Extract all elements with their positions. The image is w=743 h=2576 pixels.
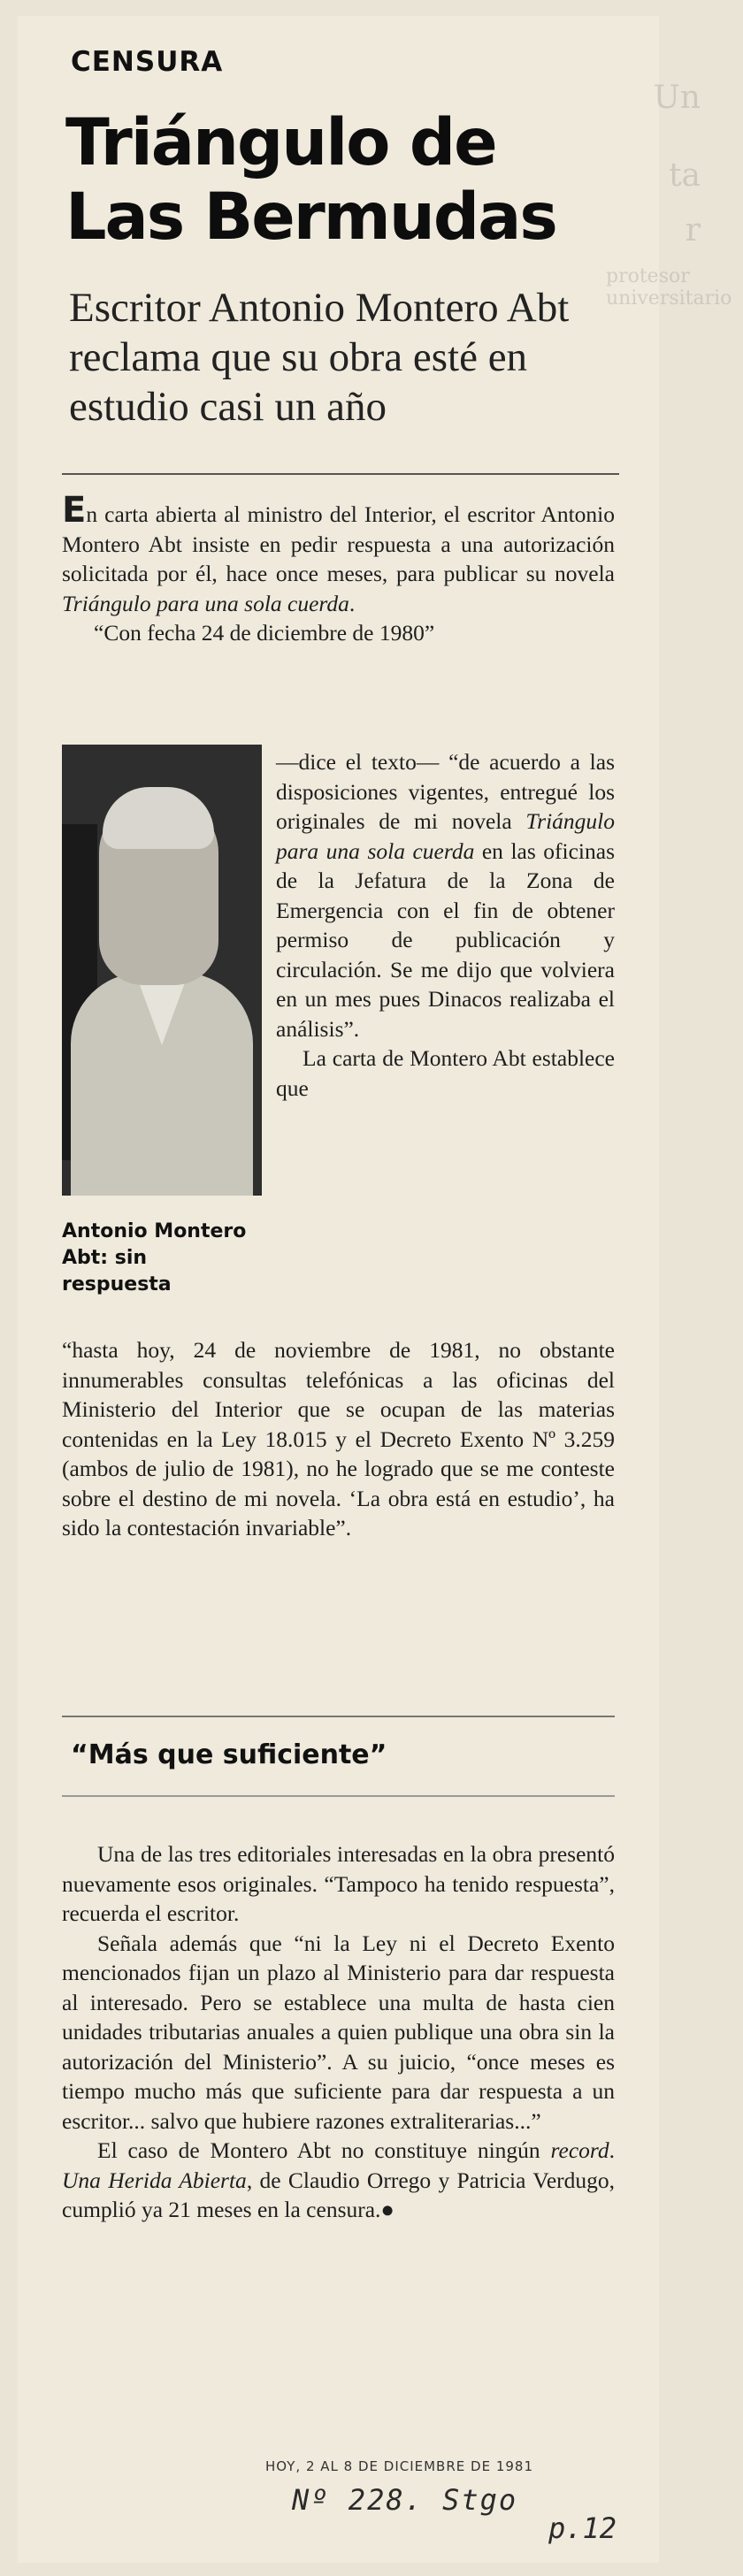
paragraph-text: n carta abierta al ministro del Interior, el escritor Antonio Montero Abt insiste en pedir respuesta a una autorización solicitada por él, hace once meses, para publicar su novela <box>62 501 615 586</box>
headline-line-1: Triángulo de <box>65 105 496 180</box>
bleed-text: r <box>685 212 701 248</box>
article-paragraph-3: “hasta hoy, 24 de noviembre de 1981, no obstante innumerables consultas telefónicas a las oficinas del Ministerio del Interior que se ocupan de las materias contenidas en la Ley 18.015 y el Decreto Exento Nº 3.259 (ambos de julio de 1981), no he logrado que se me conteste sobre el destino de mi novela. ‘La obra está en estudio’, ha sido la contestación invariable”. <box>62 1337 615 1540</box>
paragraph-text: . <box>609 2137 615 2163</box>
book-title: Una Herida Abierta <box>62 2167 247 2193</box>
source-line: HOY, 2 AL 8 DE DICIEMBRE DE 1981 <box>265 2458 533 2474</box>
subheadline: Escritor Antonio Montero Abt reclama que su obra esté en estudio casi un año <box>69 285 570 430</box>
photo-hair <box>103 787 214 849</box>
paragraph-text: . <box>349 590 356 616</box>
divider <box>62 473 619 475</box>
bleed-text: protesor universitario <box>606 265 732 310</box>
bleed-text: Un <box>653 80 701 116</box>
paragraph-text: en las oficinas de la Jefatura de la Zona de Emergencia con el fin de obtener permiso de publicación y circulación. Se me dijo que volviera en un mes pues Dinacos realizaba el análisis”. <box>276 837 615 1042</box>
paragraph-text: La carta de Montero Abt establece que <box>276 1045 615 1101</box>
handwritten-annotation: Nº 228. Stgo <box>292 2483 518 2517</box>
drop-cap: E <box>62 490 87 531</box>
paragraph-text: Una de las tres editoriales interesadas en la obra presentó nuevamente esos originales. “Tampoco ha tenido respuesta”, recuerda el escritor. <box>62 1841 615 1926</box>
article-paragraph-4 <box>62 1839 615 2225</box>
bleed-text: ta <box>669 157 701 194</box>
paragraph-text: “Con fecha 24 de diciembre de 1980” <box>94 620 435 646</box>
photo-caption: Antonio Montero Abt: sin respuesta <box>62 1220 247 1296</box>
adjacent-column-bleed <box>606 0 732 2576</box>
paragraph-text: El caso de Montero Abt no constituye ningún <box>97 2137 551 2163</box>
divider <box>62 1716 615 1717</box>
author-photo <box>62 745 262 1196</box>
headline <box>65 106 596 255</box>
book-title: Triángulo para una sola cuerda <box>276 808 615 864</box>
section-label: CENSURA <box>71 46 224 78</box>
paragraph-text: , de Claudio Orrego y Patricia Verdugo, cumplió ya 21 meses en la censura. <box>62 2167 616 2222</box>
subhead: “Más que suficiente” <box>71 1739 387 1770</box>
paragraph-text: Señala además que “ni la Ley ni el Decreto Exento mencionados fijan un plazo al Ministerio para dar respuesta al interesado. Pero se establece una multa de hasta cien unidades tributarias anuales a quien publique una obra sin la autorización del Ministerio”. A su juicio, “once meses es tiempo mucho más que suficiente para dar respuesta a un escritor... salvo que hubiere razones extraliterarias...” <box>62 1930 615 2134</box>
handwritten-page-number: p.12 <box>548 2511 617 2545</box>
headline-line-2: Las Bermudas <box>65 180 556 255</box>
divider <box>62 1795 615 1797</box>
italic-term: record <box>550 2137 609 2163</box>
book-title: Triángulo para una sola cuerda <box>62 590 349 616</box>
article-paragraph-1 <box>62 490 615 648</box>
article-paragraph-2 <box>276 747 615 1103</box>
paragraph-text: —dice el texto— “de acuerdo a las disposiciones vigentes, entregué los originales de mi novela <box>276 749 615 834</box>
end-mark: ● <box>380 2197 394 2222</box>
